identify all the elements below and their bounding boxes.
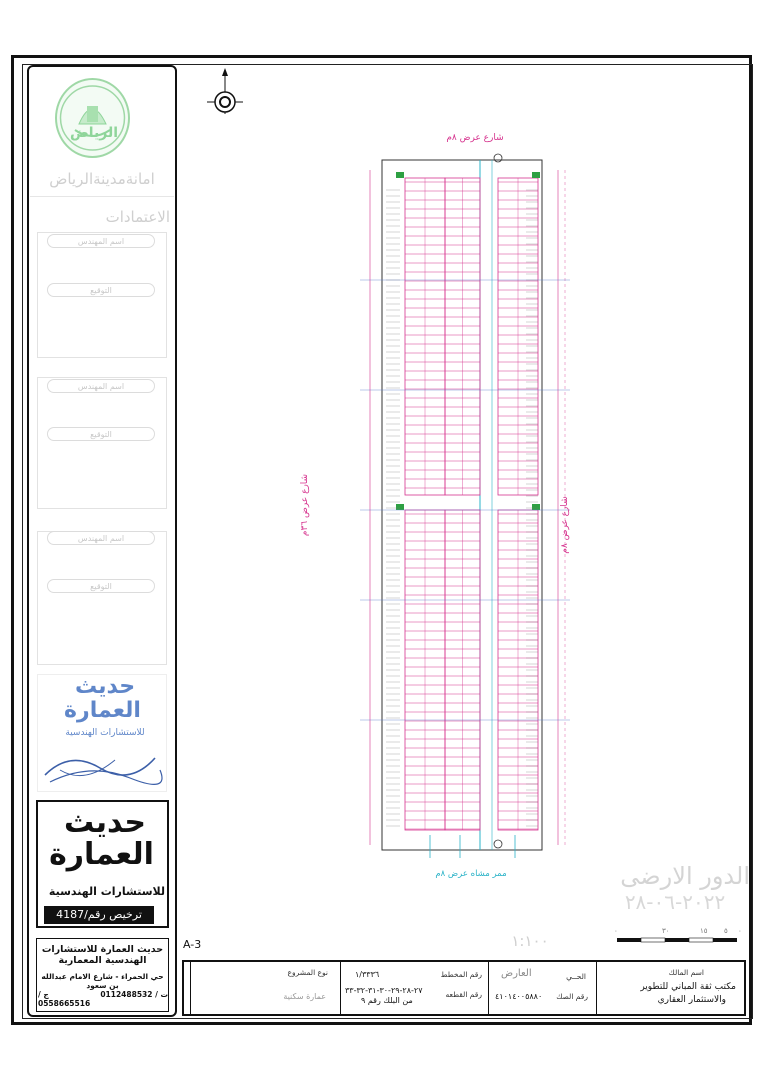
plot-block-value: من البلك رقم ٩: [361, 996, 413, 1005]
approvals-title: الاعتمادات: [105, 208, 170, 226]
scale-tick-label: ٠: [738, 927, 742, 935]
owner-cell: [596, 962, 744, 1014]
office-mobile: ج / 0558665516: [38, 990, 91, 1008]
district-value: العارض: [501, 968, 532, 979]
stamp-line1: حديث: [74, 674, 136, 699]
signature-label: التوقيع: [47, 427, 155, 441]
scale-tick-label: ٥: [724, 927, 728, 935]
engineer-name-label: اسم المهندس: [47, 379, 155, 393]
office-address: حي الحمراء - شارع الامام عبدالله بن سعود: [41, 972, 164, 990]
landscape-mark: [396, 504, 404, 510]
project-type-cell: [190, 962, 340, 1014]
section-marker: [494, 154, 502, 162]
landscape-mark: [396, 172, 404, 178]
site-plan-drawing: [320, 130, 580, 864]
drawing-date: ٢٠٢٢-٠٦-٢٨: [624, 890, 726, 914]
signature-label: التوقيع: [47, 283, 155, 297]
title-block: [182, 960, 746, 1016]
license-number: ترخيص رقم/4187: [44, 906, 154, 924]
sheet-number: A-3: [183, 938, 202, 951]
approval-box-3: [37, 531, 167, 665]
floor-title: الدور الارضى: [620, 862, 750, 890]
section-marker: [494, 840, 502, 848]
bottom-walkway-label: ممر مشاه عرض ٨م: [435, 869, 507, 879]
office-logo-line2: العمارة: [49, 837, 154, 872]
office-name: حديث العمارة للاستشارات الهندسية المعمارية: [41, 944, 164, 966]
plan-number-label: رقم المخطط: [440, 970, 482, 979]
office-subtitle: للاستشارات الهندسية: [48, 885, 165, 898]
left-street-label: شارع عرض ٣٦م: [300, 473, 310, 537]
stamp-line2: العمارة: [64, 698, 141, 723]
north-arrow-icon: [205, 66, 245, 120]
top-street-label: شارع عرض ٨م: [446, 133, 504, 143]
riyadh-logo-icon: [55, 78, 130, 158]
approval-box-2: [37, 377, 167, 509]
district-label: الحــي: [566, 972, 586, 981]
logo-script-text: الرياض: [69, 125, 119, 141]
panel-divider: [30, 196, 174, 197]
stamp-subtitle: للاستشارات الهندسية: [65, 728, 145, 738]
office-phone: ت / 0112488532: [100, 990, 168, 999]
plan-number-value: ١/٣٣٣٦: [355, 970, 380, 979]
plot-number-value: ٢٧-٢٨-٢٩-٣٠-٣١-٣٢-٣٣: [345, 986, 423, 995]
municipality-name: امانةمدينةالرياض: [49, 170, 155, 188]
plot-number-label: رقم القطعه: [445, 990, 482, 999]
engineer-name-label: اسم المهندس: [47, 531, 155, 545]
scale-tick-label: ١٥: [700, 927, 708, 935]
scale-bar-labels: [612, 927, 747, 937]
owner-value-line2: والاستثمار العقاري: [657, 995, 726, 1005]
office-logo-line1: حديث: [64, 805, 146, 840]
owner-label: اسم المالك: [668, 968, 704, 977]
owner-value-line1: مكتب ثقة المباني للتطوير: [640, 982, 736, 992]
district-deed-cell: [488, 962, 596, 1014]
scale-tick-label: ٣٠: [662, 927, 670, 935]
deed-label: رقم الصك: [556, 992, 588, 1001]
right-street-label: شارع عرض ٨م: [560, 496, 570, 554]
deed-value: ٤١٠١٤٠٠٥٨٨٠: [495, 992, 543, 1001]
scale-tick-label: ٠: [614, 927, 618, 935]
project-type-value: عمارة سكنية: [283, 992, 326, 1001]
signature-scribble-icon: [40, 740, 165, 794]
plan-plot-cell: [340, 962, 488, 1014]
landscape-mark: [532, 504, 540, 510]
engineer-name-label: اسم المهندس: [47, 234, 155, 248]
project-type-label: نوع المشروع: [287, 968, 328, 977]
signature-label: التوقيع: [47, 579, 155, 593]
landscape-mark: [532, 172, 540, 178]
drawing-scale: ١:١٠٠: [511, 932, 549, 950]
